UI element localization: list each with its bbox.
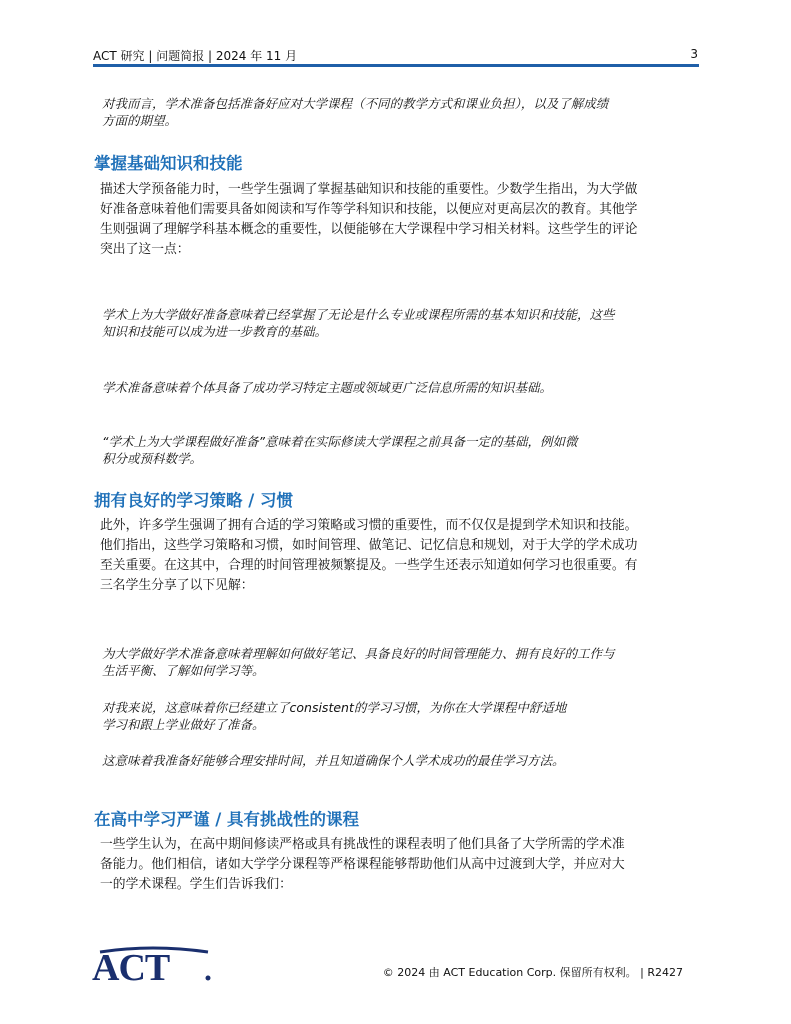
quote-line: 学习和跟上学业做好了准备。 — [102, 717, 265, 732]
student-quote — [102, 752, 692, 769]
intro-quote-line: 对我而言，学术准备包括准备好应对大学课程（不同的教学方式和课业负担），以及了解成绩 — [102, 96, 609, 111]
page-number: 3 — [690, 47, 698, 61]
paragraph-line: 至关重要。在这其中，合理的时间管理被频繁提及。一些学生还表示知道如何学习也很重要。有 — [100, 558, 638, 573]
student-quote — [102, 699, 692, 733]
paragraph-line: 他们指出，这些学习策略和习惯，如时间管理、做笔记、记忆信息和规划，对于大学的学术成功 — [100, 538, 638, 553]
section-heading-study-strategies: 拥有良好的学习策略 / 习惯 — [94, 491, 294, 510]
student-quote — [102, 379, 692, 396]
paragraph-line: 三名学生分享了以下见解： — [100, 578, 254, 593]
paragraph-line: 突出了这一点： — [100, 242, 190, 257]
paragraph-line: 好准备意味着他们需要具备如阅读和写作等学科知识和技能，以便应对更高层次的教育。其他学 — [100, 202, 638, 217]
quote-line: 学术上为大学做好准备意味着已经掌握了无论是什么专业或课程所需的基本知识和技能，这些 — [102, 307, 615, 322]
quote-line: 学术准备意味着个体具备了成功学习特定主题或领域更广泛信息所需的知识基础。 — [102, 380, 553, 395]
quote-line: “学术上为大学课程做好准备”意味着在实际修读大学课程之前具备一定的基础，例如微 — [102, 434, 578, 449]
act-logo-text: ACT — [92, 947, 170, 982]
section-heading-rigorous-courses: 在高中学习严谨 / 具有挑战性的课程 — [94, 810, 360, 829]
quote-line: 知识和技能可以成为进一步教育的基础。 — [102, 324, 328, 339]
student-quote — [102, 645, 692, 679]
quote-line: 积分或预科数学。 — [102, 451, 203, 466]
paragraph-line: 描述大学预备能力时，一些学生强调了掌握基础知识和技能的重要性。少数学生指出，为大学做 — [100, 182, 638, 197]
student-quote — [102, 433, 692, 467]
quote-line: 对我来说，这意味着你已经建立了consistent的学习习惯，为你在大学课程中舒适地 — [102, 700, 567, 715]
header-rule — [93, 64, 699, 67]
paragraph-line: 一的学术课程。学生们告诉我们： — [100, 877, 292, 892]
paragraph-line: 备能力。他们相信，诸如大学学分课程等严格课程能够帮助他们从高中过渡到大学，并应对大 — [100, 857, 625, 872]
paragraph-line: 此外，许多学生强调了拥有合适的学习策略或习惯的重要性，而不仅仅是提到学术知识和技能。 — [100, 518, 638, 533]
quote-line: 为大学做好学术准备意味着理解如何做好笔记、具备良好的时间管理能力、拥有良好的工作与 — [102, 646, 615, 661]
act-logo — [92, 946, 214, 982]
section2-paragraph — [100, 516, 700, 596]
header-title: ACT 研究 | 问题简报 | 2024 年 11 月 — [93, 49, 298, 63]
student-quote — [102, 306, 692, 340]
copyright-notice: © 2024 由 ACT Education Corp. 保留所有权利。 | R2427 — [382, 966, 683, 979]
quote-line: 这意味着我准备好能够合理安排时间，并且知道确保个人学术成功的最佳学习方法。 — [102, 753, 565, 768]
intro-quote — [102, 95, 692, 129]
quote-line: 生活平衡、了解如何学习等。 — [102, 663, 265, 678]
paragraph-line: 生则强调了理解学科基本概念的重要性，以便能够在大学课程中学习相关材料。这些学生的评论 — [100, 222, 638, 237]
section3-paragraph — [100, 835, 700, 895]
section1-paragraph — [100, 180, 700, 260]
section-heading-foundational-knowledge: 掌握基础知识和技能 — [94, 154, 243, 173]
intro-quote-line: 方面的期望。 — [102, 113, 178, 128]
paragraph-line: 一些学生认为，在高中期间修读严格或具有挑战性的课程表明了他们具备了大学所需的学术准 — [100, 837, 625, 852]
